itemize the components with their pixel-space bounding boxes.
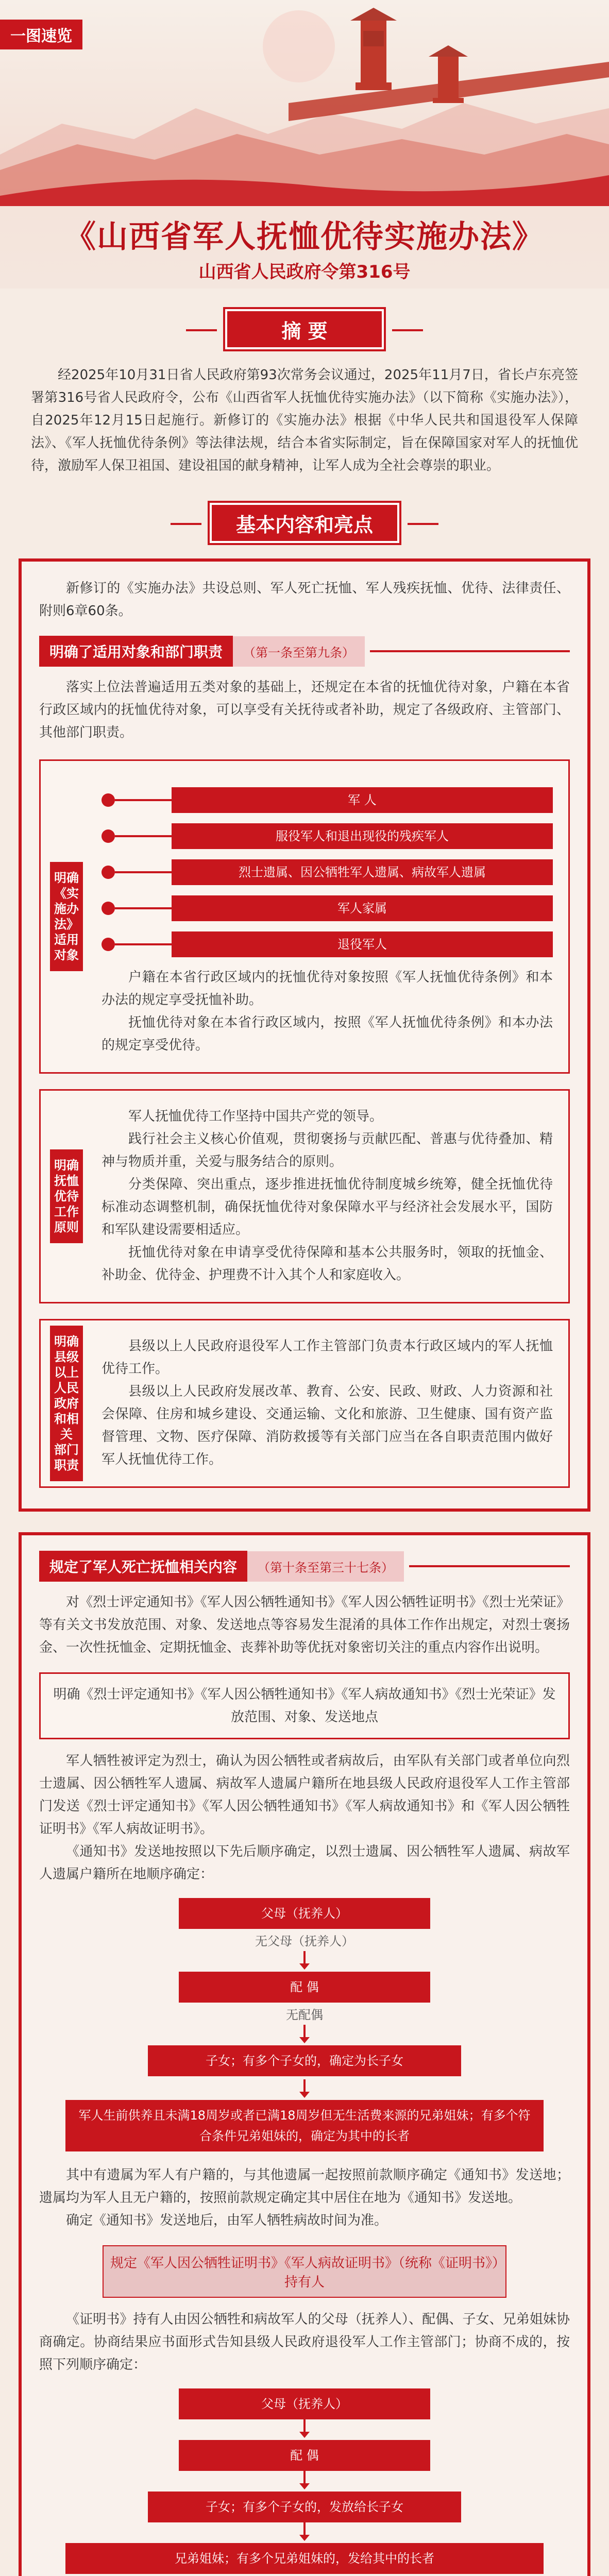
- notice-certificate-holder: 规定《军人因公牺牲证明书》《军人病故证明书》（统称《证明书》）持有人: [103, 2245, 506, 2298]
- flow-step: 父母（抚养人）: [179, 2388, 430, 2419]
- part2-p3: 分类保障、突出重点，逐步推进抚恤优待制度城乡统筹，健全抚恤优待标准动态调整机制，确保抚恤优待对象保障水平与经济社会发展水平，国防和军队建设需要相适应。: [102, 1177, 553, 1238]
- part2-p1: 军人抚恤优待工作坚持中国共产党的领导。: [128, 1109, 383, 1124]
- bullet-dot-icon: [102, 866, 115, 879]
- summary-section: [0, 289, 609, 493]
- bullet-dot-icon: [102, 902, 115, 915]
- connector-line: [115, 799, 172, 801]
- list-item: [102, 786, 553, 815]
- arrow-down-icon: [303, 2471, 306, 2485]
- side-label-line: 明确: [54, 1334, 79, 1349]
- category-tag: 一图速览: [0, 20, 82, 49]
- target-label: 军 人: [172, 787, 553, 813]
- hero-banner: [0, 0, 609, 289]
- bullet-dot-icon: [102, 793, 115, 807]
- flow-step: 兄弟姐妹；有多个兄弟姐妹的，发给其中的长者: [65, 2543, 544, 2574]
- part4-title-note: （第十条至第三十七条）: [247, 1551, 404, 1582]
- summary-paragraph: 经2025年10月31日省人民政府第93次常务会议通过，2025年11月7日，省长卢东亮签署第316号省人民政府令，公布《山西省军人抚恤优待实施办法》（以下简称《实施办法》），自2025年12月15日起施行。新修订的《实施办法》根据《中华人民共和国退役军人保障法》、《军人抚恤优待条例》等法律法规，结合本省实际制定，旨在保障国家对军人的抚恤优待，激励军人保卫祖国、建设祖国的献身精神，让军人成为全社会尊崇的职业。: [31, 367, 578, 473]
- divider: [370, 650, 570, 652]
- part2-p4: 抚恤优待对象在申请享受优待保障和基本公共服务时，领取的抚恤金、补助金、优待金、护理费不计入其个人和家庭收入。: [102, 1245, 553, 1283]
- part2-p2: 践行社会主义核心价值观，贯彻褒扬与贡献匹配、普惠与优待叠加、精神与物质并重，关爱与服务结合的原则。: [102, 1131, 553, 1170]
- side-label-line: 县级以上人民: [54, 1350, 79, 1395]
- part3-box: [39, 1319, 570, 1488]
- target-label: 退役军人: [172, 931, 553, 957]
- page-title: 《山西省军人抚恤优待实施办法》: [65, 219, 544, 255]
- side-label-line: 适用: [54, 933, 79, 947]
- order-flowchart: [39, 1898, 570, 2151]
- flow-step: 子女；有多个子女的，确定为长子女: [148, 2045, 461, 2076]
- notice-documents: 明确《烈士评定通知书》《军人因公牺牲通知书》《军人病故通知书》《烈士光荣证》发放范围、对象、发送地点: [39, 1672, 570, 1739]
- content-section: [0, 493, 609, 2576]
- part4-title: [39, 1551, 570, 1582]
- arrow-down-icon: [303, 2419, 306, 2434]
- flow-step: 配 偶: [179, 2440, 430, 2471]
- content-frame: [19, 558, 590, 1512]
- part1-title-text: 明确了适用对象和部门职责: [39, 636, 233, 667]
- flow-step: 子女；有多个子女的，发放给长子女: [148, 2492, 461, 2522]
- flow-step: 父母（抚养人）: [179, 1898, 430, 1929]
- bullet-dot-icon: [102, 938, 115, 951]
- bullet-dot-icon: [102, 829, 115, 843]
- flow-tip: 无父母（抚养人）: [255, 1934, 354, 1948]
- side-label-line: 明确: [54, 1158, 79, 1173]
- great-wall-illustration: [0, 0, 609, 206]
- connector-line: [115, 871, 172, 873]
- content-intro: 新修订的《实施办法》共设总则、军人死亡抚恤、军人残疾抚恤、优待、法律责任、附则6章60条。: [39, 581, 570, 619]
- side-label-line: 明确: [54, 871, 79, 885]
- part1-title-note: （第一条至第九条）: [233, 636, 365, 667]
- arrow-down-icon: [303, 1951, 306, 1965]
- target-label: 军人家属: [172, 895, 553, 921]
- flow-step: 军人生前供养且未满18周岁或者已满18周岁但无生活费来源的兄弟姐妹；有多个符合条件兄弟姐妹的，确定为其中的长者: [65, 2100, 544, 2151]
- part1-paragraph: 落实上位法普遍适用五类对象的基础上，还规定在本省的抚恤优待对象，户籍在本省行政区域内的抚恤优待对象，可以享受有关抚待或者补助，规定了各级政府、主管部门、其他部门职责。: [39, 680, 570, 740]
- target-label: 烈士遗属、因公牺牲军人遗属、病故军人遗属: [172, 859, 553, 885]
- list-item: [102, 822, 553, 851]
- page-subtitle: 山西省人民政府令第316号: [198, 262, 411, 282]
- arrow-down-icon: [303, 2025, 306, 2039]
- part2-side-label: [50, 1149, 83, 1243]
- death-pension-frame: [19, 1532, 590, 2576]
- part4-p4: 其中有遗属为军人有户籍的，与其他遗属一起按照前款顺序确定《通知书》发送地；遗属均为军人且无户籍的，按照前款规定确定其中居住在地为《通知书》发送地。: [39, 2167, 570, 2206]
- part3-p2: 县级以上人民政府发展改革、教育、公安、民政、财政、人力资源和社会保障、住房和城乡建设、交通运输、文化和旅游、卫生健康、国有资产监督管理、文物、医疗保障、消防救援等有关部门应当在各自职责范围内做好军人抚恤优待工作。: [102, 1384, 553, 1467]
- part1-title: [39, 636, 570, 667]
- part3-p1: 县级以上人民政府退役军人工作主管部门负责本行政区域内的军人抚恤优待工作。: [102, 1338, 553, 1377]
- divider: [409, 1565, 570, 1567]
- connector-line: [115, 835, 172, 837]
- part1-note1: 户籍在本省行政区域内的抚恤优待对象按照《军人抚恤优待条例》和本办法的规定享受抚恤补助。: [102, 970, 553, 1008]
- part1-box: [39, 759, 570, 1074]
- part1-note2: 抚恤优待对象在本省行政区域内，按照《军人抚恤优待条例》和本办法的规定享受优待。: [102, 1015, 553, 1053]
- part4-p6: 《证明书》持有人由因公牺牲和病故军人的父母（抚养人）、配偶、子女、兄弟姐妹协商确定。协商结果应书面形式告知县级人民政府退役军人工作主管部门；协商不成的，按照下列顺序确定：: [39, 2312, 570, 2372]
- arrow-down-icon: [303, 2079, 306, 2094]
- summary-heading: 摘 要: [225, 309, 384, 349]
- part4-paragraph: 对《烈士评定通知书》《军人因公牺牲通知书》《军人因公牺牲证明书》《烈士光荣证》等有关文书发放范围、对象、发送地点等容易发生混淆的具体工作作出规定，对烈士褒扬金、一次性抚恤金、定期抚恤金、丧葬补助等优抚对象密切关注的重点内容作出说明。: [39, 1595, 570, 1655]
- part3-side-label: [50, 1326, 83, 1481]
- part4-title-text: 规定了军人死亡抚恤相关内容: [39, 1551, 247, 1582]
- connector-line: [115, 943, 172, 945]
- connector-line: [115, 907, 172, 909]
- part4-p5: 确定《通知书》发送地后，由军人牺牲病故时间为准。: [66, 2213, 388, 2228]
- part4-p2: 军人牺牲被评定为烈士，确认为因公牺牲或者病故后，由军队有关部门或者单位向烈士遗属、因公牺牲军人遗属、病故军人遗属户籍所在地县级人民政府退役军人工作主管部门发送《烈士评定通知书》《军人因公牺牲通知书》《军人病故通知书》和《军人因公牺牲证明书》《军人病故证明书》。: [39, 1753, 570, 1837]
- flow-step: 配 偶: [179, 1972, 430, 2003]
- part1-side-label: [50, 862, 83, 971]
- side-label-line: 部门职责: [54, 1443, 79, 1472]
- side-label-line: 对象: [54, 948, 79, 962]
- content-heading: 基本内容和亮点: [210, 503, 399, 543]
- flow-tip: 无配偶: [286, 2008, 323, 2022]
- side-label-line: 工作原则: [54, 1205, 79, 1234]
- list-item: [102, 930, 553, 959]
- holder-flowchart: [39, 2388, 570, 2574]
- part2-box: [39, 1089, 570, 1303]
- target-list: [102, 786, 553, 959]
- arrow-down-icon: [303, 2522, 306, 2537]
- list-item: [102, 894, 553, 923]
- part4-p3: 《通知书》发送地按照以下先后顺序确定，以烈士遗属、因公牺牲军人遗属、病故军人遗属户籍所在地顺序确定：: [39, 1844, 570, 1882]
- side-label-line: 抚恤优待: [54, 1174, 79, 1204]
- side-label-line: 政府和相关: [54, 1396, 79, 1442]
- list-item: [102, 858, 553, 887]
- target-label: 服役军人和退出现役的残疾军人: [172, 823, 553, 849]
- side-label-line: 《实施办法》: [54, 886, 79, 931]
